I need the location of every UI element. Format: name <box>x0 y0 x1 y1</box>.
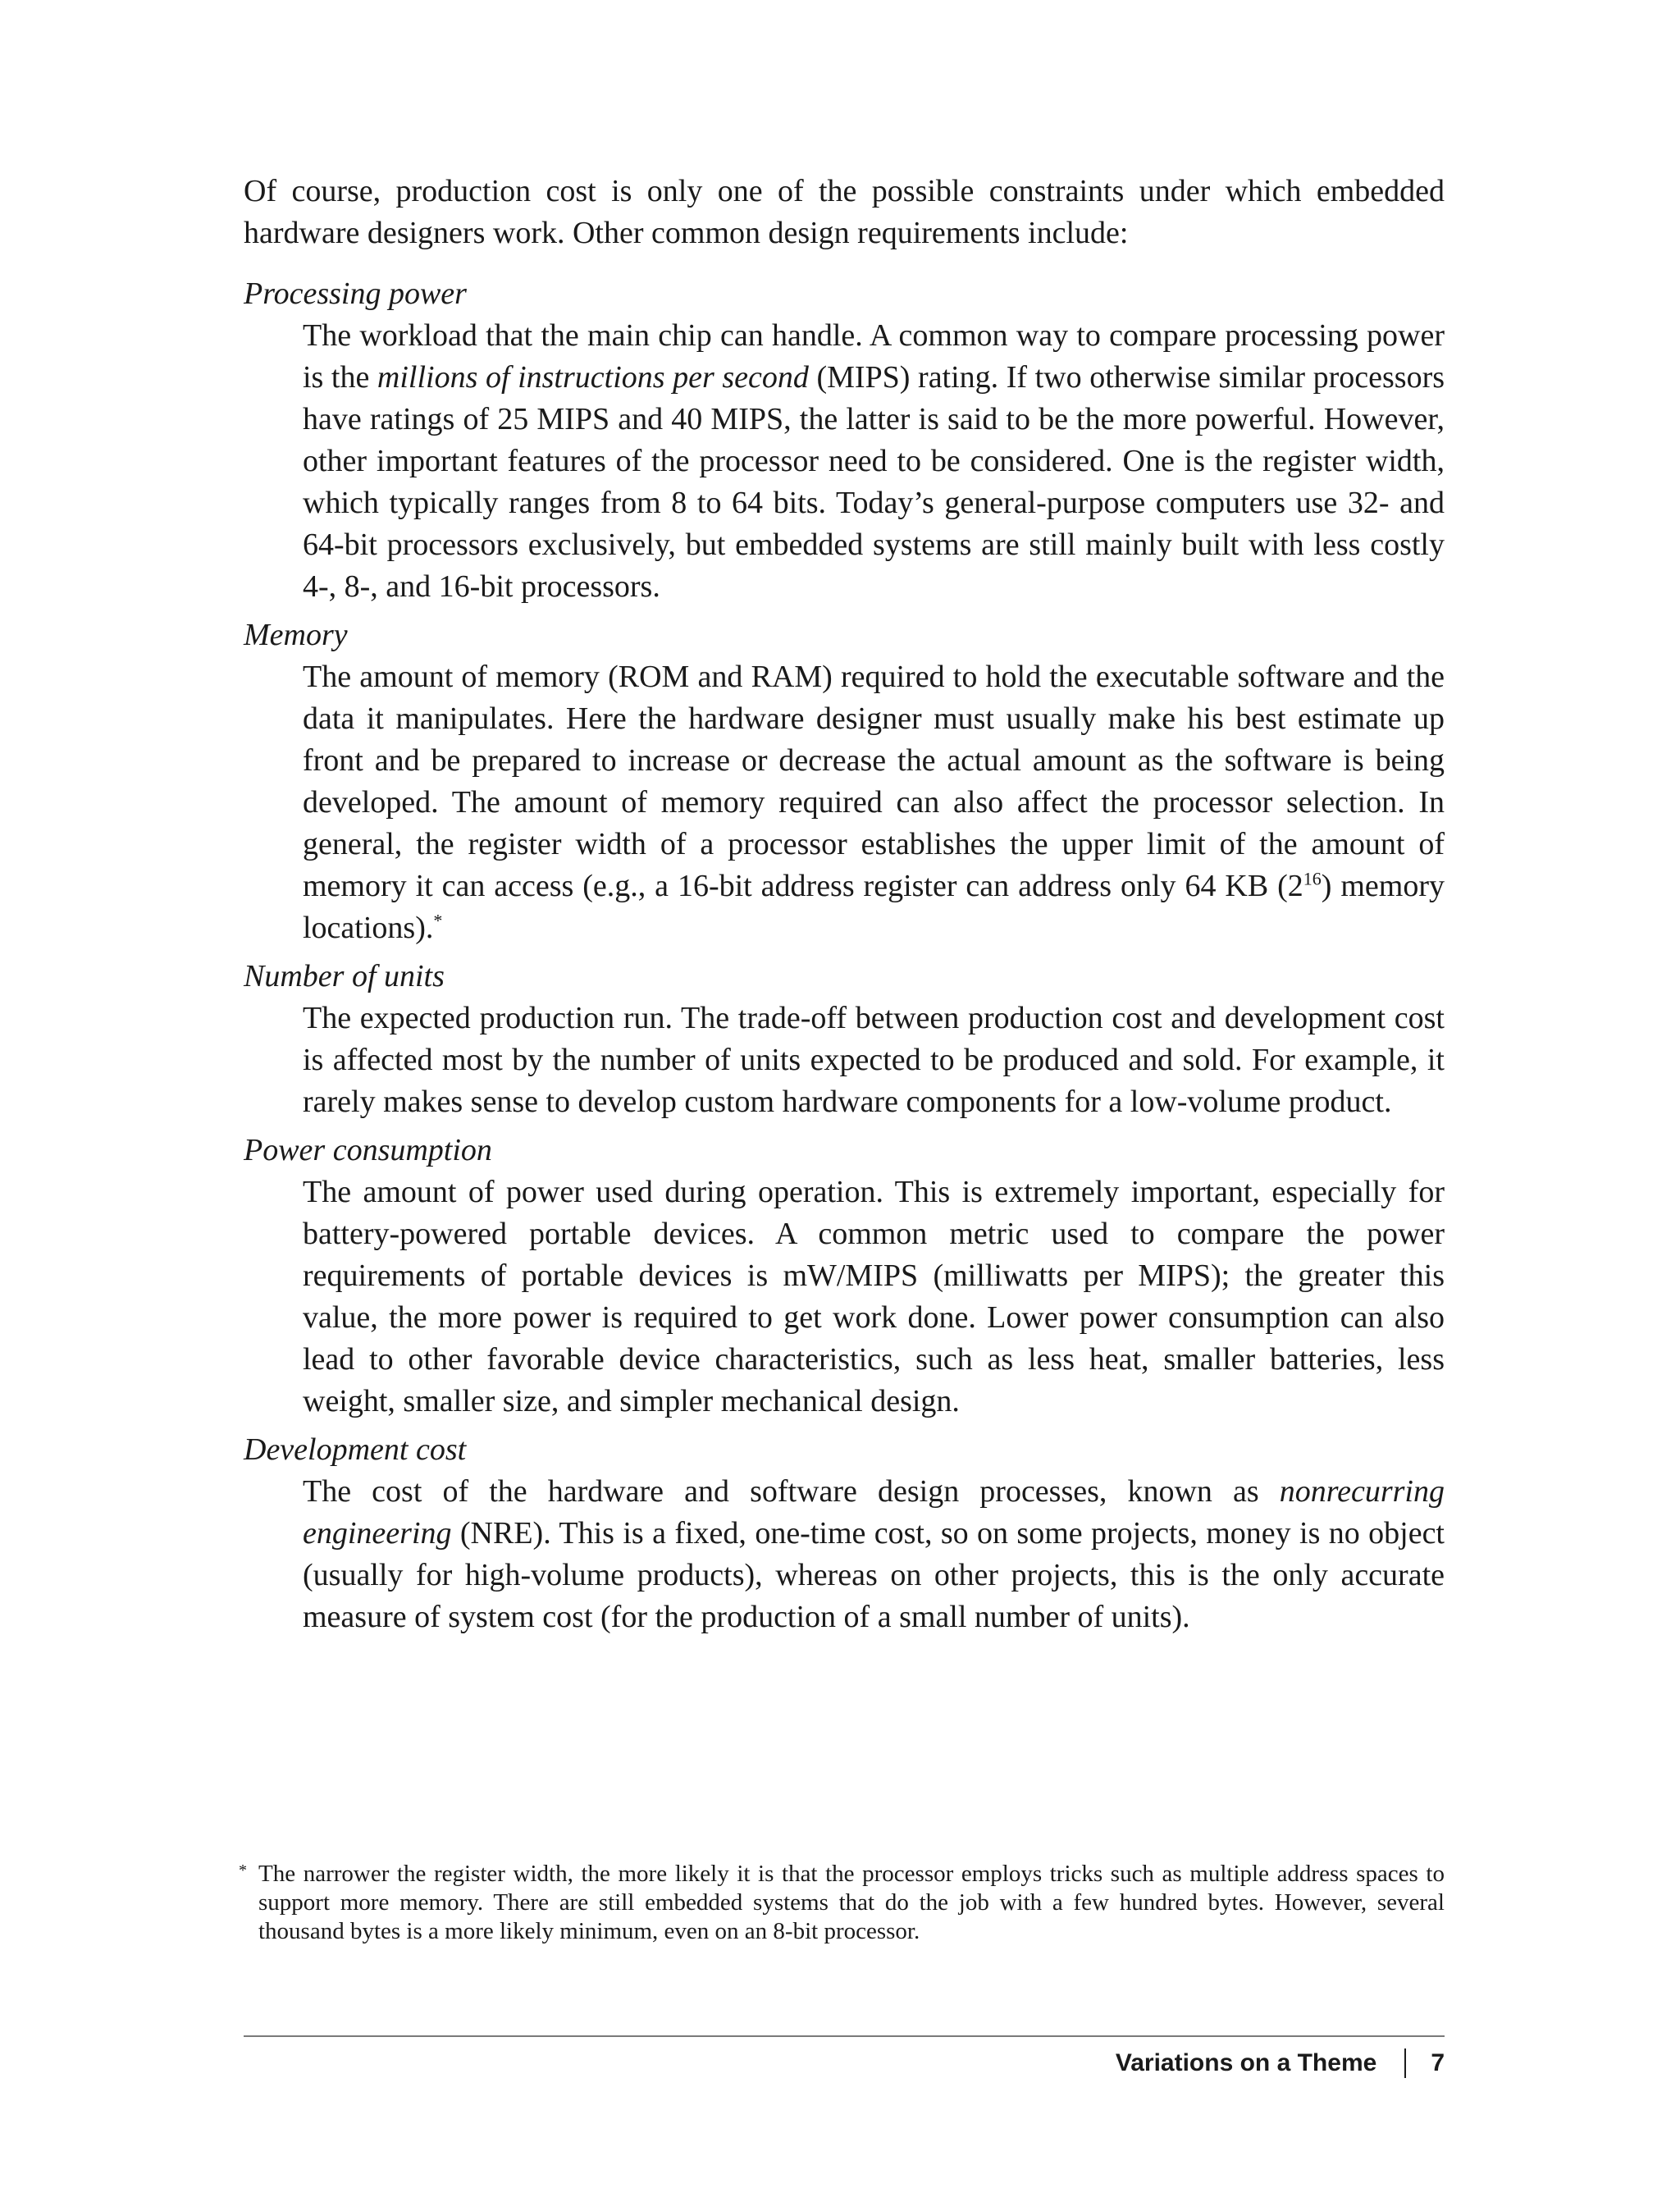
footnote-reference[interactable]: * <box>433 910 443 931</box>
definition-processing-power <box>303 315 1445 608</box>
page-footer <box>1116 2047 1445 2080</box>
definition-text: The cost of the hardware and software design processes, known as <box>303 1474 1280 1509</box>
footer-divider <box>244 2035 1445 2037</box>
definition-emphasis: nonrecurring engineering <box>303 1474 1445 1551</box>
term-number-of-units: Number of units <box>244 959 445 993</box>
definition-text: The amount of memory (ROM and RAM) required to hold the executable software and the data it manipulates. Here the hardware designer must usually make his best estimate up front and be prepared to increase or decrease the actual amount as the software is being developed. The amount of memory required can also affect the processor selection. In general, the register width of a processor establishes the upper limit of the amount of memory it can access (e.g., a 16-bit address register can address only 64 KB (2 <box>303 660 1445 903</box>
definition-emphasis: millions of instructions per second <box>377 360 809 395</box>
page-number: 7 <box>1431 2049 1445 2076</box>
definition-text: The amount of power used during operation. This is extremely important, especially for battery-powered portable devices. A common metric used to compare the power requirements of portable devices is mW/MIPS (milliwatts per MIPS); the greater this value, the more power is required to get work done. Lower power consumption can also lead to other favorable device characteristics, such as less heat, smaller batteries, less weight, smaller size, and simpler mechanical design. <box>303 1175 1445 1418</box>
footer-separator <box>1404 2048 1406 2078</box>
definition-text: (MIPS) rating. If two otherwise similar processors have ratings of 25 MIPS and 40 MIPS, the latter is said to be the more powerful. However, other important features of the processor need to be considered. One is the register width, which typically ranges from 8 to 64 bits. Today’s general-purpose computers use 32- and 64-bit processors exclusively, but embedded systems are still mainly built with less costly 4-, 8-, and 16-bit processors. <box>303 360 1445 604</box>
page <box>239 0 1445 2206</box>
definition-text: The expected production run. The trade-off between production cost and development cost is affected most by the number of units expected to be produced and sold. For example, it rarely makes sense to develop custom hardware components for a low-volume product. <box>303 1001 1445 1119</box>
footnote-text: The narrower the register width, the more likely it is that the processor employs tricks such as multiple address spaces to support more memory. There are still embedded systems that do the job with a few hundred bytes. However, several thousand bytes is a more likely minimum, even on an 8-bit processor. <box>258 1861 1445 1944</box>
definition-development-cost <box>303 1471 1445 1638</box>
definition-text: ) memory locations). <box>303 869 1445 945</box>
definition-text: The workload that the main chip can handle. A common way to compare processing power is the <box>303 318 1445 395</box>
footer-section-title: Variations on a Theme <box>1115 2049 1377 2076</box>
superscript-exponent: 16 <box>1303 868 1322 889</box>
definition-text: (NRE). This is a fixed, one-time cost, so on some projects, money is no object (usually for high-volume products), whereas on other projects, this is the only accurate measure of system cost (for the production of a small number of units). <box>303 1516 1445 1634</box>
term-power-consumption: Power consumption <box>244 1133 492 1167</box>
term-development-cost: Development cost <box>244 1432 467 1467</box>
intro-paragraph: Of course, production cost is only one of the possible constraints under which embedded hardware designers work. Other common design requirements include: <box>244 174 1445 250</box>
definition-power-consumption <box>303 1172 1445 1423</box>
footnote <box>239 1860 1445 1946</box>
definition-memory <box>303 656 1445 949</box>
term-memory: Memory <box>244 618 348 652</box>
footnote-mark: * <box>239 1861 247 1879</box>
requirements-list <box>244 273 1445 1645</box>
definition-number-of-units <box>303 998 1445 1123</box>
term-processing-power: Processing power <box>244 276 467 311</box>
